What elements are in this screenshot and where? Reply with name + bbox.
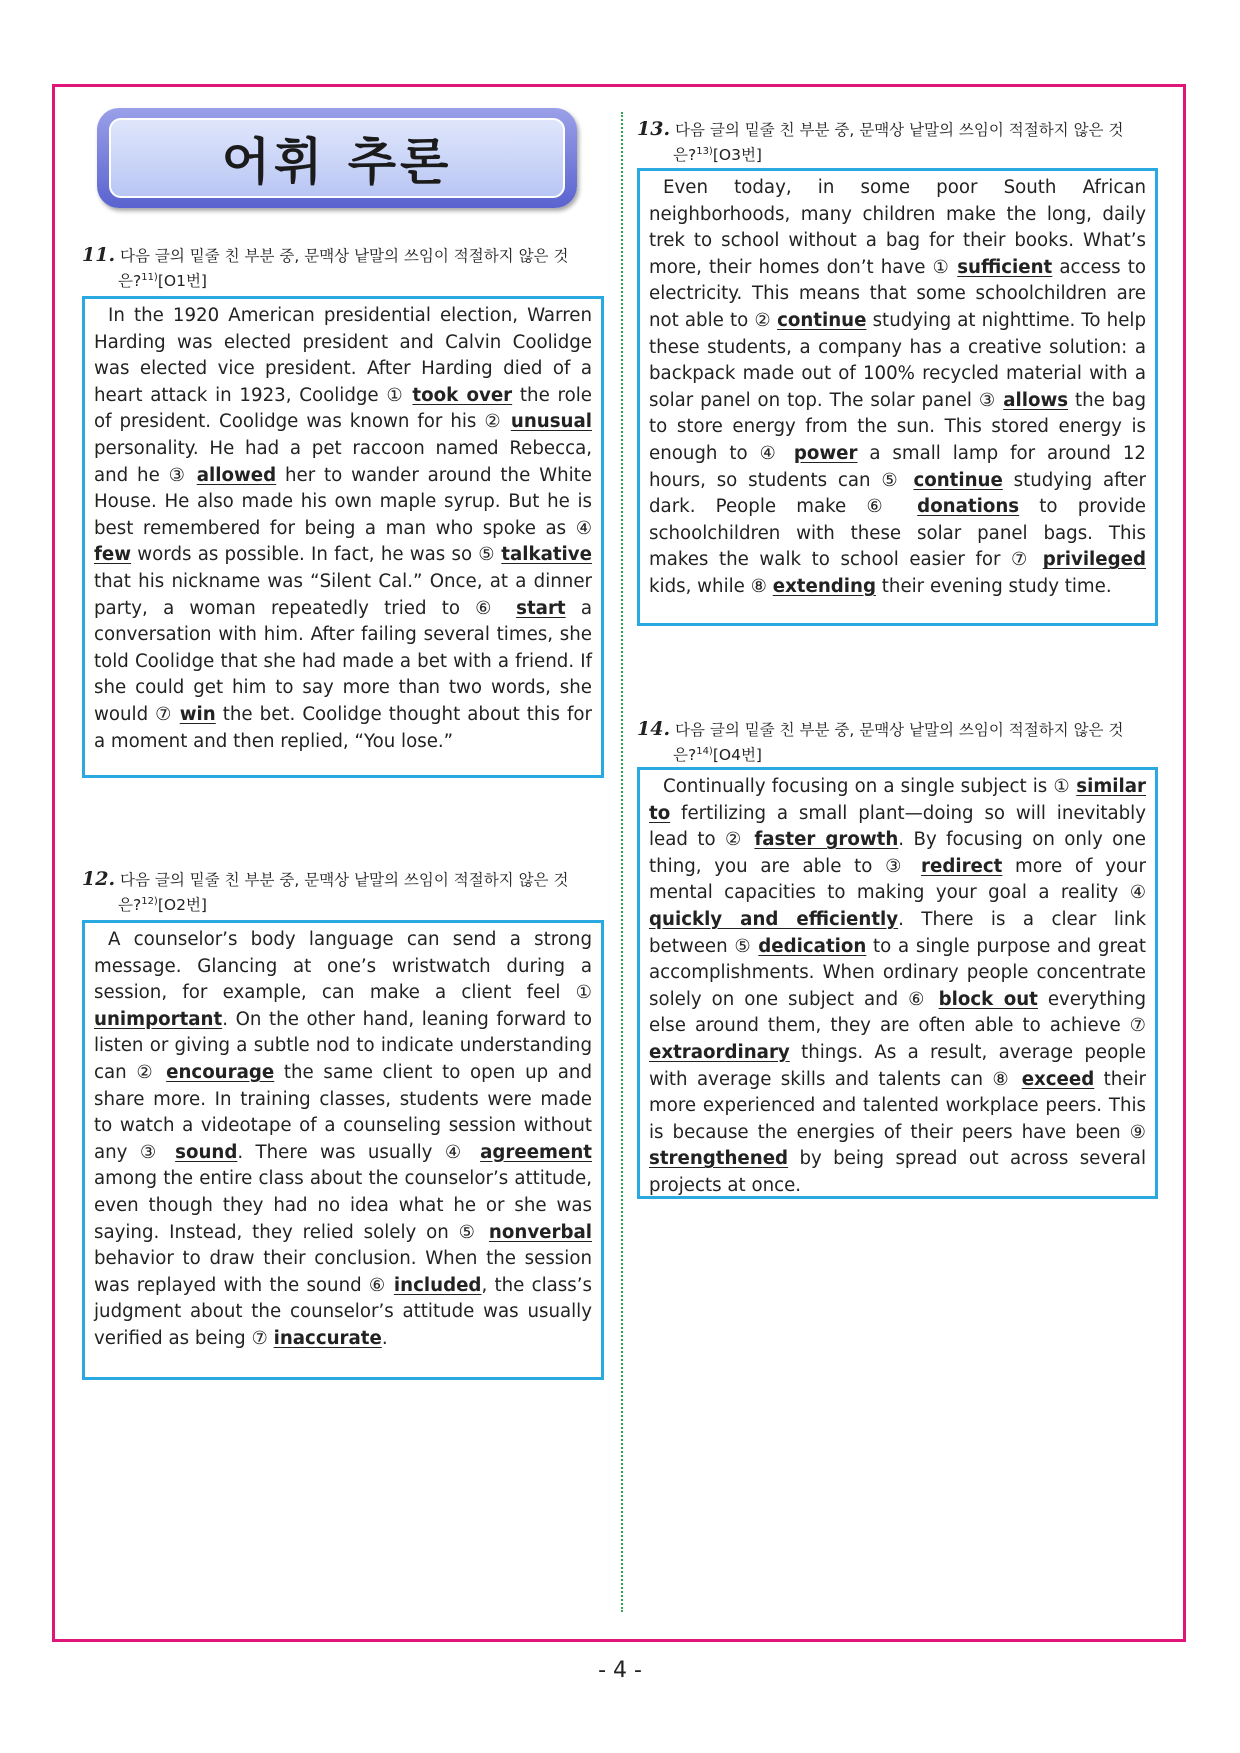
question-stem (82, 244, 604, 267)
underlined-word: unusual (510, 411, 592, 433)
underlined-word: extending (772, 575, 876, 597)
underlined-word: block out (938, 988, 1038, 1010)
stem-text: 다음 글의 밑줄 친 부분 중, 문맥상 낱말의 쓰임이 적절하지 않은 것 (675, 121, 1124, 139)
underlined-word: encourage (166, 1061, 275, 1083)
underlined-word: similar to (649, 776, 1146, 824)
underlined-word: talkative (501, 544, 592, 566)
passage-run: to provide schoolchildren with these solar panel bags. This makes the walk to school easier for ⑦ (649, 496, 1146, 571)
passage-run: . There was usually ④ (237, 1141, 481, 1163)
passage-text (649, 774, 1146, 1200)
passage-run: by being spread out across several projects at once. (649, 1148, 1146, 1196)
passage-run: her to wander around the White House. He also made his own maple syrup. But he is best remembered for being a man who spoke as ④ (94, 464, 592, 539)
passage-run: that his nickname was “Silent Cal.” Once, at a dinner party, a woman repeatedly tried to ⑥ (94, 570, 592, 619)
stem-text: 다음 글의 밑줄 친 부분 중, 문맥상 낱말의 쓰임이 적절하지 않은 것 (120, 871, 569, 889)
question-stem (82, 868, 604, 891)
underlined-word: faster growth (754, 829, 899, 851)
section-title-inner (109, 118, 565, 198)
passage-run: fertilizing a small plant—doing so will inevitably lead to ② (649, 802, 1146, 851)
stem-text: 다음 글의 밑줄 친 부분 중, 문맥상 낱말의 쓰임이 적절하지 않은 것 (120, 247, 569, 265)
passage-run: access to electricity. This means that some schoolchildren are not able to ② (649, 256, 1146, 331)
passage-text (649, 175, 1146, 601)
underlined-word: allowed (196, 464, 277, 486)
underlined-word: continue (913, 469, 1003, 491)
question-12 (82, 868, 604, 916)
underlined-word: continue (777, 309, 867, 331)
passage-run: personality. He had a pet raccoon named Rebecca, and he ③ (94, 437, 592, 486)
underlined-word: nonverbal (488, 1221, 592, 1243)
passage-box-13 (637, 168, 1158, 626)
underlined-word: sufficient (957, 256, 1053, 278)
footnote-ref: 12) (141, 896, 158, 907)
passage-run: Even today, in some poor South African neighborhoods, many children make the long, daily trek to school without a bag for their books. What’s more, their homes don’t have ① (649, 177, 1146, 278)
footnote-ref: 14) (696, 746, 713, 757)
passage-run: . (381, 1327, 388, 1349)
passage-run: their evening study time. (876, 575, 1112, 597)
passage-run: Continually focusing on a single subject is ① (663, 776, 1077, 797)
passage-run: their more experienced and talented workplace peers. This is because the energies of their peers have been ⑨ (649, 1068, 1146, 1143)
underlined-word: privileged (1042, 549, 1146, 571)
underlined-word: donations (917, 496, 1020, 518)
passage-run: among the entire class about the counselor’s attitude, even though they had no idea what he or she was saying. Instead, they relied solely on ⑤ (94, 1168, 592, 1243)
question-number: 13. (637, 118, 671, 140)
stem-line-2: 은?$^{11)}$[O1번] (118, 272, 207, 291)
footnote-ref: 13) (696, 146, 713, 157)
underlined-word: quickly and efficiently (649, 908, 899, 930)
stem-line-2: 은?$^{13)}$[O3번] (673, 146, 762, 165)
section-title-banner (97, 108, 577, 208)
passage-text (94, 927, 592, 1353)
question-number: 11. (82, 244, 116, 266)
passage-run: In the 1920 American presidential election, Warren Harding was elected president and Calvin Coolidge was elected vice president. After Harding died of a heart attack in 1923, Coolidge ① (94, 305, 592, 406)
question-number: 14. (637, 718, 671, 740)
underlined-word: exceed (1021, 1068, 1095, 1090)
question-number: 12. (82, 868, 116, 890)
passage-run: the bet. Coolidge thought about this for a moment and then replied, “You lose.” (94, 703, 592, 752)
passage-run: more of your mental capacities to making your goal a reality ④ (649, 855, 1146, 904)
passage-box-11 (82, 296, 604, 778)
passage-run: studying at nighttime. To help these students, a company has a creative solution: a backpack made out of 100% recycled material with a solar panel on top. The solar panel ③ (649, 309, 1146, 411)
underlined-word: included (393, 1274, 482, 1296)
question-11 (82, 244, 604, 292)
passage-run: the role of president. Coolidge was known for his ② (94, 384, 592, 433)
passage-run: . By focusing on only one thing, you are able to ③ (649, 829, 1146, 877)
question-13 (637, 118, 1157, 166)
passage-run: . On the other hand, leaning forward to listen or giving a subtle nod to indicate understanding can ② (94, 1008, 592, 1083)
underlined-word: extraordinary (649, 1041, 790, 1063)
question-tag: [O1번] (157, 272, 207, 291)
passage-run: a small lamp for around 12 hours, so students can ⑤ (649, 442, 1146, 491)
passage-box-12 (82, 920, 604, 1380)
footnote-ref: 11) (141, 272, 158, 283)
underlined-word: few (94, 544, 132, 566)
column-divider (621, 112, 623, 1612)
passage-run: a conversation with him. After failing several times, she told Coolidge that she had made a bet with a friend. If she could get him to say more than two words, she would ⑦ (94, 597, 592, 725)
passage-run: A counselor’s body language can send a strong message. Glancing at one’s wristwatch during a session, for example, can make a client feel ① (94, 929, 592, 1004)
passage-run: studying after dark. People make ⑥ (649, 469, 1147, 518)
stem-line-2: 은?$^{14)}$[O4번] (673, 746, 762, 765)
underlined-word: start (516, 597, 566, 619)
underlined-word: power (793, 442, 858, 464)
passage-box-14 (637, 767, 1158, 1199)
underlined-word: inaccurate (273, 1327, 382, 1349)
passage-run: kids, while ⑧ (649, 575, 773, 597)
passage-run: everything else around them, they are often able to achieve ⑦ (649, 988, 1147, 1037)
underlined-word: allows (1003, 389, 1069, 411)
stem-line-2: 은?$^{12)}$[O2번] (118, 896, 207, 915)
page-number: - 4 - (598, 1658, 642, 1683)
question-stem (637, 718, 1157, 741)
underlined-word: strengthened (649, 1148, 789, 1170)
passage-run: behavior to draw their conclusion. When the session was replayed with the sound ⑥ (94, 1248, 592, 1296)
underlined-word: sound (175, 1141, 238, 1163)
underlined-word: unimportant (94, 1008, 223, 1030)
stem-text: 다음 글의 밑줄 친 부분 중, 문맥상 낱말의 쓰임이 적절하지 않은 것 (675, 721, 1124, 739)
passage-run: the same client to open up and share more. In training classes, students were made to watch a videotape of a counseling session without any ③ (94, 1061, 592, 1163)
underlined-word: took over (412, 384, 513, 406)
passage-run: . There is a clear link between ⑤ (649, 908, 1146, 957)
passage-text (94, 303, 592, 755)
question-tag: [O2번] (157, 896, 207, 915)
question-14 (637, 718, 1157, 766)
passage-run: words as possible. In fact, he was so ⑤ (131, 544, 502, 566)
passage-run: the bag to store energy from the sun. This stored energy is enough to ④ (649, 389, 1146, 464)
underlined-word: agreement (480, 1141, 592, 1163)
question-tag: [O3번] (712, 146, 762, 165)
question-tag: [O4번] (712, 746, 762, 765)
passage-run: things. As a result, average people with average skills and talents can ⑧ (649, 1041, 1146, 1090)
underlined-word: redirect (921, 855, 1003, 877)
section-title: 어휘 추론 (221, 133, 453, 191)
underlined-word: dedication (758, 935, 867, 957)
underlined-word: win (179, 703, 216, 725)
passage-run: , the class’s judgment about the counselor’s attitude was usually verified as being ⑦ (94, 1274, 592, 1349)
question-stem (637, 118, 1157, 141)
passage-run: to a single purpose and great accomplishments. When ordinary people concentrate solely on one subject and ⑥ (649, 935, 1146, 1010)
